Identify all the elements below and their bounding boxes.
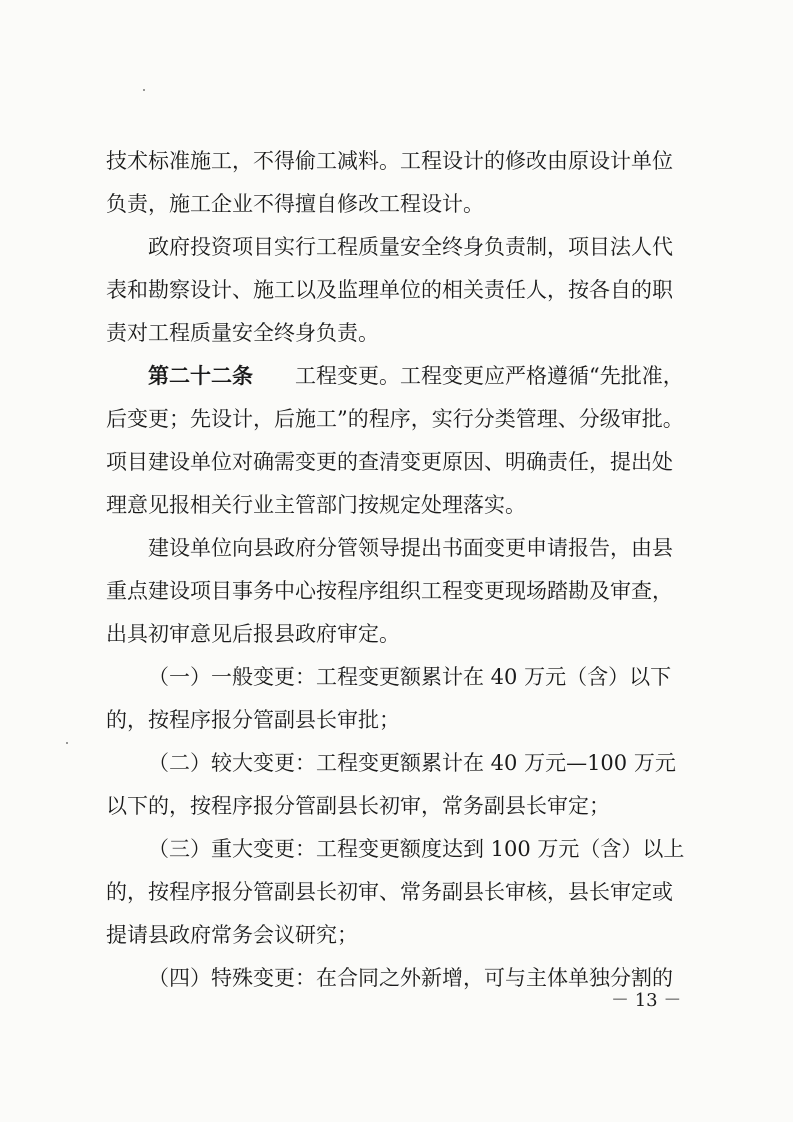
text-line: （二）较大变更：工程变更额累计在 40 万元—100 万元 (148, 751, 676, 775)
text-line: 表和勘察设计、施工以及监理单位的相关责任人，按各自的职 (106, 278, 673, 302)
article-text: 工程变更。工程变更应严格遵循“先批准， (295, 364, 684, 388)
text-line: （四）特殊变更：在合同之外新增，可与主体单独分割的 (148, 966, 673, 990)
article-line (148, 364, 728, 388)
text-line: 后变更；先设计，后施工”的程序，实行分类管理、分级审批。 (106, 407, 684, 431)
scan-speck (143, 89, 145, 91)
text-line: 提请县政府常务会议研究； (106, 923, 358, 947)
text-line: （一）一般变更：工程变更额累计在 40 万元（含）以下 (148, 665, 672, 689)
text-line: 责对工程质量安全终身负责。 (106, 321, 379, 345)
page-number: － 13 － (611, 990, 682, 1011)
text-line: 负责，施工企业不得擅自修改工程设计。 (106, 192, 484, 216)
text-line: 建设单位向县政府分管领导提出书面变更申请报告，由县 (148, 536, 673, 560)
scan-speck (66, 742, 68, 744)
text-line: 政府投资项目实行工程质量安全终身负责制，项目法人代 (148, 235, 673, 259)
article-gap (253, 364, 295, 388)
text-line: 理意见报相关行业主管部门按规定处理落实。 (106, 493, 526, 517)
text-line: 的，按程序报分管副县长初审、常务副县长审核，县长审定或 (106, 880, 673, 904)
text-line: 的，按程序报分管副县长审批； (106, 708, 400, 732)
text-line: 以下的，按程序报分管副县长初审，常务副县长审定； (106, 794, 610, 818)
text-line: 重点建设项目事务中心按程序组织工程变更现场踏勘及审查， (106, 579, 673, 603)
text-line: 出具初审意见后报县政府审定。 (106, 622, 400, 646)
text-line: 项目建设单位对确需变更的查清变更原因、明确责任，提出处 (106, 450, 673, 474)
text-line: （三）重大变更：工程变更额度达到 100 万元（含）以上 (148, 837, 685, 861)
text-line: 技术标准施工，不得偷工减料。工程设计的修改由原设计单位 (106, 149, 673, 173)
article-heading: 第二十二条 (148, 363, 253, 388)
